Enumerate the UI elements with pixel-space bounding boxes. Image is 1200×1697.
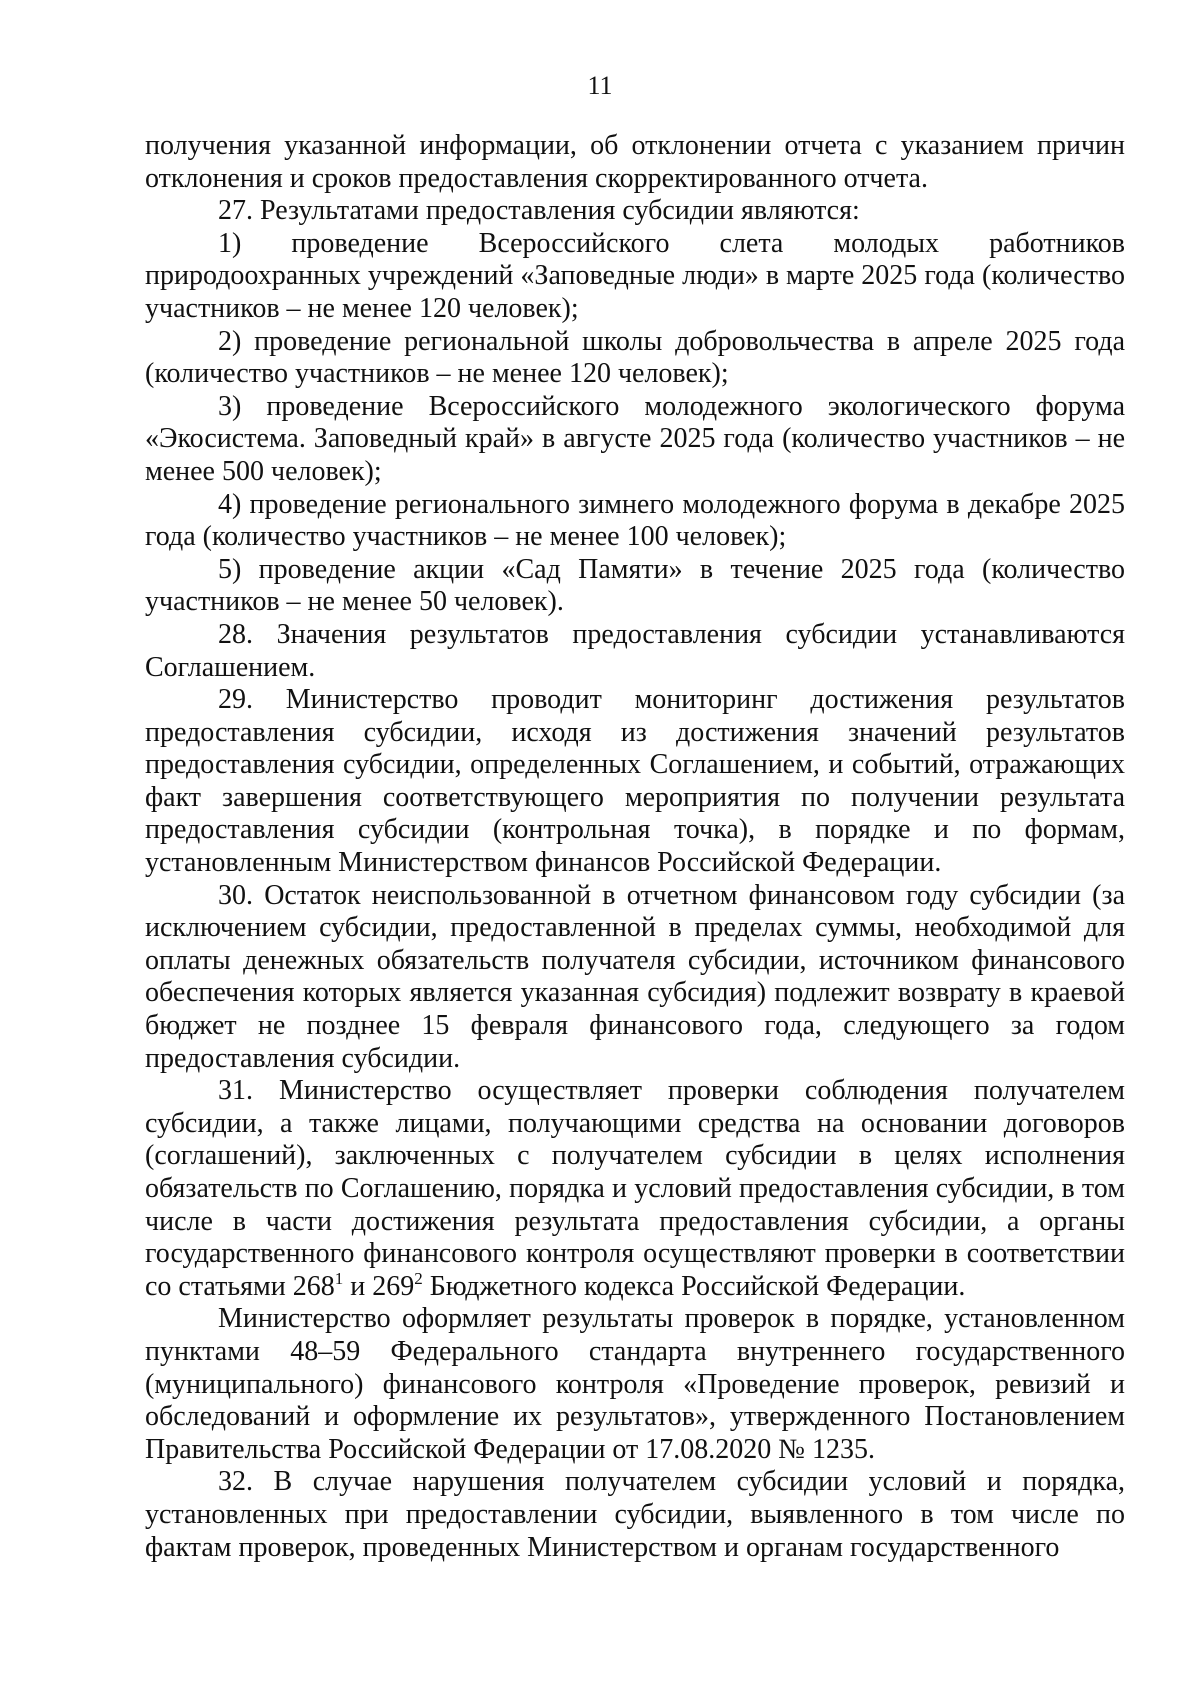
list-item-5: 5) проведение акции «Сад Памяти» в течение 2025 года (количество участников – не менее 50 человек). (145, 553, 1125, 618)
superscript-1: 1 (334, 1268, 344, 1288)
paragraph-29: 29. Министерство проводит мониторинг достижения результатов предоставления субсидии, исходя из достижения значений результатов предоставления субсидии, определенных Соглашением, и событий, отражающих факт завершения соответствующего мероприятия по получении результата предоставления субсидии (контрольная точка), в порядке и по формам, установленным Министерством финансов Российской Федерации. (145, 684, 1125, 879)
page-number: 11 (587, 71, 613, 100)
paragraph-31-text-mid: и 269 (343, 1270, 415, 1302)
list-item-4: 4) проведение регионального зимнего молодежного форума в декабре 2025 года (количество участников – не менее 100 человек); (145, 488, 1125, 553)
paragraph-27: 27. Результатами предоставления субсидии являются: (218, 195, 860, 227)
paragraph-28: 28. Значения результатов предоставления субсидии устанавливаются Соглашением. (145, 618, 1125, 683)
paragraph-32: 32. В случае нарушения получателем субсидии условий и порядка, установленных при предоставлении субсидии, выявленного в том числе по фактам проверок, проведенных Министерством и органам государственного (145, 1466, 1125, 1563)
list-item-3: 3) проведение Всероссийского молодежного экологического форума «Экосистема. Заповедный край» в августе 2025 года (количество участников – не менее 500 человек); (145, 390, 1125, 487)
list-item-2: 2) проведение региональной школы добровольчества в апреле 2025 года (количество участников – не менее 120 человек); (145, 325, 1125, 390)
paragraph-31-text-after: Бюджетного кодекса Российской Федерации. (422, 1270, 966, 1302)
superscript-2: 2 (414, 1268, 423, 1288)
paragraph-continuation: получения указанной информации, об отклонении отчета с указанием причин отклонения и сроков предоставления скорректированного отчета. (145, 130, 1125, 194)
paragraph-30: 30. Остаток неиспользованной в отчетном финансовом году субсидии (за исключением субсидии, предоставленной в пределах суммы, необходимой для оплаты денежных обязательств получателя субсидии, источником финансового обеспечения которых является указанная субсидия) подлежит возврату в краевой бюджет не позднее 15 февраля финансового года, следующего за годом предоставления субсидии. (145, 879, 1125, 1074)
paragraph-31 (145, 1075, 1125, 1303)
paragraph-31-continuation: Министерство оформляет результаты проверок в порядке, установленном пунктами 48–59 Федерального стандарта внутреннего государственного (муниципального) финансового контроля «Проведение проверок, ревизий и обследований и оформление их результатов», утвержденного Постановлением Правительства Российской Федерации от 17.08.2020 № 1235. (145, 1303, 1125, 1465)
document-body (145, 130, 1125, 1564)
paragraph-31-text-before: 31. Министерство осуществляет проверки соблюдения получателем субсидии, а также лицами, получающими средства на основании договоров (соглашений), заключенных с получателем субсидии в целях исполнения обязательств по Соглашению, порядка и условий предоставления субсидии, в том числе в части достижения результата предоставления субсидии, а органы государственного финансового контроля осуществляют проверки в соответствии со статьями 268 (145, 1075, 1125, 1302)
list-item-1: 1) проведение Всероссийского слета молодых работников природоохранных учреждений «Заповедные люди» в марте 2025 года (количество участников – не менее 120 человек); (145, 227, 1125, 324)
